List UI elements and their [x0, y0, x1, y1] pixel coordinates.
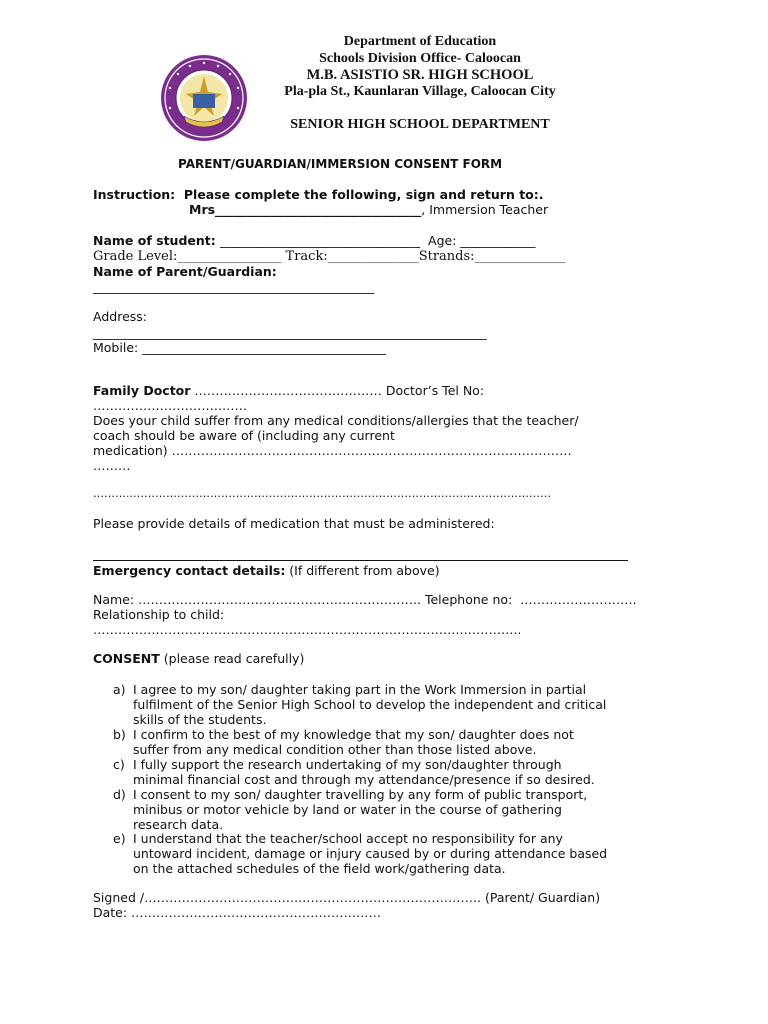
emergency-label: Emergency contact details:	[93, 563, 286, 578]
student-name-line	[93, 233, 535, 248]
emergency-note: (If different from above)	[285, 563, 440, 578]
relationship-field[interactable]: ……………………………………………………………………………..…………..	[93, 622, 522, 637]
family-doctor-field[interactable]: ……………………………………… Doctor’s Tel No:	[190, 383, 485, 398]
consent-item-line: research data.	[133, 817, 224, 832]
header-school-name: M.B. ASISTIO SR. HIGH SCHOOL	[306, 67, 534, 83]
consent-item-line: minimal financial cost and through my attendance/presence if so desired.	[133, 772, 595, 787]
header-address: Pla-pla St., Kaunlaran Village, Caloocan City	[284, 84, 556, 99]
consent-item-c	[113, 757, 653, 787]
doctor-tel-field[interactable]: ………………………….……	[93, 398, 247, 413]
emergency-heading	[93, 563, 440, 578]
consent-item-letter: d)	[113, 787, 126, 802]
consent-heading	[93, 651, 304, 666]
consent-item-b	[113, 727, 653, 757]
medical-details-field[interactable]: ………..……………………………………………………………………………………………………	[93, 487, 551, 500]
consent-item-line: I understand that the teacher/school accept no responsibility for any	[133, 831, 563, 846]
header-department: Department of Education	[343, 34, 497, 49]
parent-name-label: Name of Parent/Guardian:	[93, 264, 277, 279]
consent-item-letter: e)	[113, 831, 126, 846]
consent-item-line: I consent to my son/ daughter travelling by any form of public transport,	[133, 787, 588, 802]
emergency-name-field[interactable]: Name: ………………………………………………………….. Telephone no: ……………………….	[93, 592, 637, 607]
medication-prompt: Please provide details of medication that must be administered:	[93, 516, 495, 531]
family-doctor-line	[93, 383, 484, 398]
age-field[interactable]: ____________	[460, 233, 536, 248]
teacher-line	[189, 202, 548, 217]
consent-item-line: skills of the students.	[133, 712, 267, 727]
relationship-label: Relationship to child:	[93, 607, 225, 622]
medical-question-line3[interactable]: medication) ……………………………………………………………………………………	[93, 443, 572, 458]
medication-answer-line[interactable]	[93, 560, 628, 561]
consent-item-letter: a)	[113, 682, 126, 697]
consent-label: CONSENT	[93, 651, 160, 666]
consent-item-d	[113, 787, 653, 832]
instruction-text: Instruction: Please complete the following, sign and return to:.	[93, 187, 544, 202]
consent-item-line: I fully support the research undertaking of my son/daughter through	[133, 757, 562, 772]
consent-item-e	[113, 831, 653, 876]
consent-item-line: I confirm to the best of my knowledge that my son/ daughter does not	[133, 727, 574, 742]
consent-item-line: I agree to my son/ daughter taking part in the Work Immersion in partial	[133, 682, 587, 697]
consent-item-letter: c)	[113, 757, 125, 772]
consent-item-line: minibus or motor vehicle by land or water in the course of gathering	[133, 802, 562, 817]
form-title: PARENT/GUARDIAN/IMMERSION CONSENT FORM	[178, 157, 503, 171]
address-label: Address:	[93, 309, 147, 324]
parent-name-field[interactable]: _____________________________________________	[93, 279, 375, 294]
medical-question-line4[interactable]: ………	[93, 458, 131, 473]
student-name-field[interactable]: ________________________________	[220, 233, 421, 248]
medical-question-line2: coach should be aware of (including any current	[93, 428, 395, 443]
consent-item-line: suffer from any medical condition other than those listed above.	[133, 742, 537, 757]
medical-question-line1: Does your child suffer from any medical conditions/allergies that the teacher/	[93, 413, 579, 428]
consent-item-line: fulfilment of the Senior High School to develop the independent and critical	[133, 697, 607, 712]
signature-field[interactable]: Signed /……………………………….…………………………………….. (Parent/ Guardian)	[93, 890, 601, 905]
mrs-blank[interactable]: Mrs_________________________________	[189, 202, 422, 217]
consent-item-line: on the attached schedules of the field work/gathering data.	[133, 861, 506, 876]
mobile-field[interactable]: Mobile: _______________________________________	[93, 340, 386, 355]
consent-note: (please read carefully)	[159, 651, 305, 666]
consent-item-a	[113, 682, 653, 727]
age-label: Age:	[420, 233, 461, 248]
student-name-label: Name of student:	[93, 233, 221, 248]
department-title: SENIOR HIGH SCHOOL DEPARTMENT	[290, 117, 550, 132]
date-field[interactable]: Date: ……………………………………………………	[93, 905, 382, 920]
header-division: Schools Division Office- Caloocan	[319, 51, 521, 66]
address-field[interactable]: _______________________________________________________________	[93, 325, 487, 340]
family-doctor-label: Family Doctor	[93, 383, 191, 398]
grade-track-strand-line[interactable]: Grade Level:________________ Track:______________Strands:______________	[93, 249, 566, 264]
consent-item-letter: b)	[113, 727, 126, 742]
consent-item-line: untoward incident, damage or injury caused by or during attendance based	[133, 846, 608, 861]
teacher-label: , Immersion Teacher	[421, 202, 549, 217]
